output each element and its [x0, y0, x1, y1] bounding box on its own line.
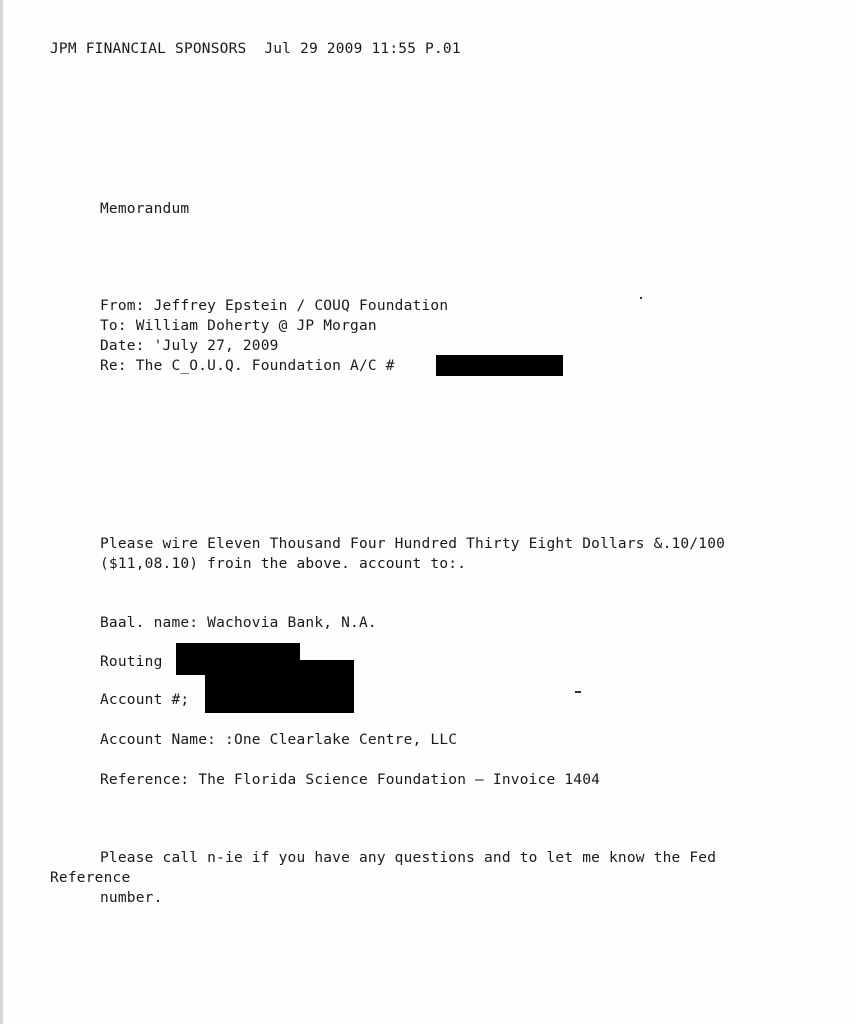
closing-line-2: Reference — [50, 870, 131, 886]
routing-label: Routing — [100, 654, 163, 670]
memo-re: Re: The C_O.U.Q. Foundation A/C # — [100, 358, 395, 374]
scan-speck — [640, 297, 642, 299]
reference: Reference: The Florida Science Foundation – Invoice 1404 — [100, 772, 601, 788]
fax-header: JPM FINANCIAL SPONSORS Jul 29 2009 11:55 P.01 — [50, 41, 461, 57]
page-edge — [0, 0, 3, 1024]
wire-instruction-line-1: Please wire Eleven Thousand Four Hundred Thirty Eight Dollars &.10/100 — [100, 536, 726, 552]
memo-from: From: Jeffrey Epstein / COUQ Foundation — [100, 298, 449, 314]
wire-instruction-line-2: ($11,08.10) froin the above. account to:. — [100, 556, 467, 572]
redaction-account-number — [436, 355, 563, 376]
redaction-account — [205, 660, 354, 713]
memo-to: To: William Doherty @ JP Morgan — [100, 318, 377, 334]
account-label: Account #; — [100, 692, 190, 708]
memo-title: Memorandum — [100, 201, 190, 217]
bank-name: Baal. name: Wachovia Bank, N.A. — [100, 615, 377, 631]
account-name: Account Name: :One Clearlake Centre, LLC — [100, 732, 458, 748]
scan-dash — [575, 691, 581, 693]
closing-line-3: number. — [100, 890, 163, 906]
closing-line-1: Please call n-ie if you have any questions and to let me know the Fed — [100, 850, 717, 866]
memo-date: Date: 'July 27, 2009 — [100, 338, 279, 354]
